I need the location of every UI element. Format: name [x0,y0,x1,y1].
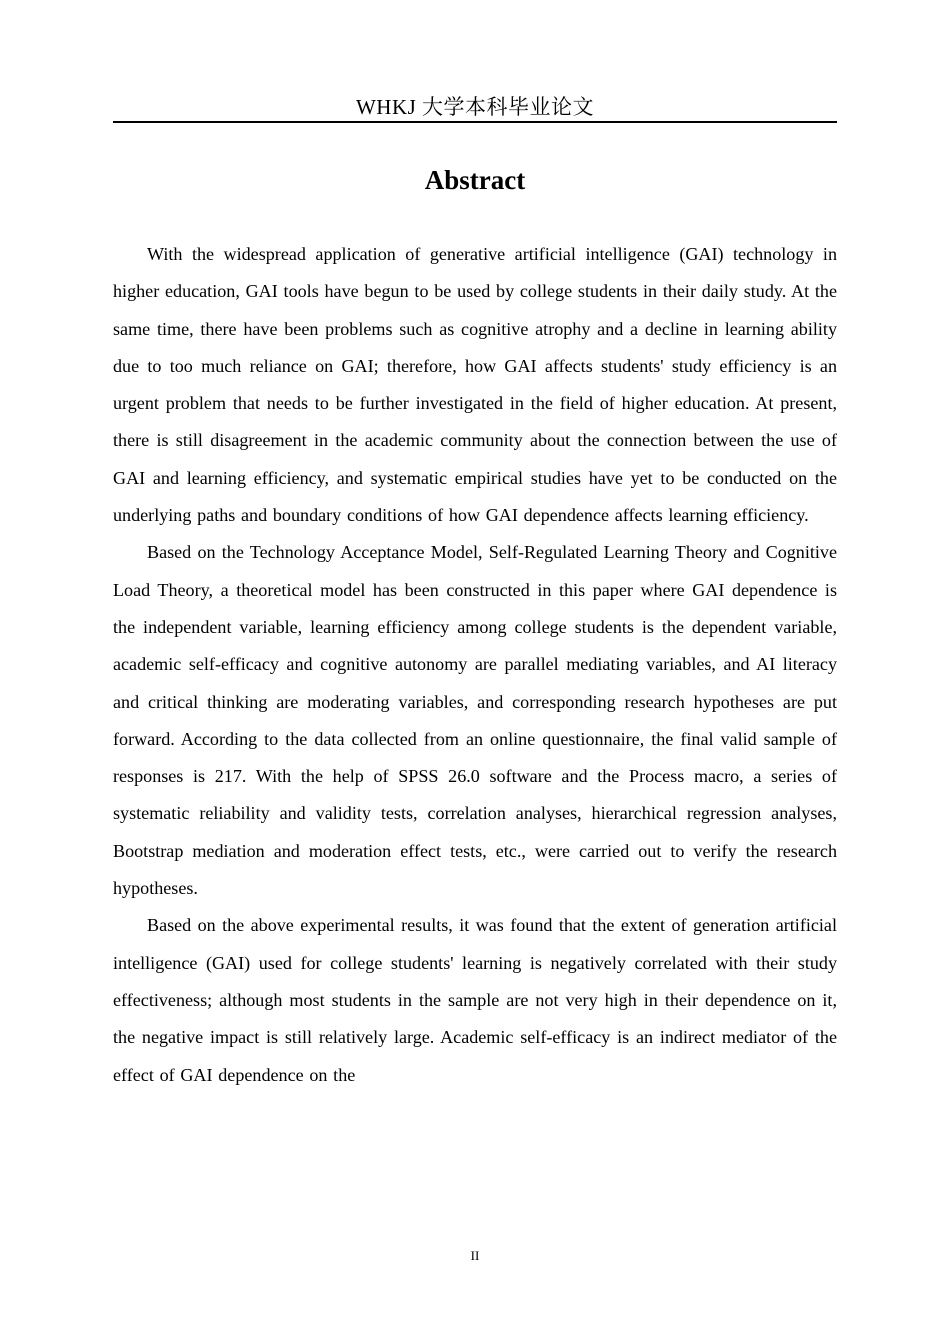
abstract-paragraph-1: With the widespread application of generative artificial intelligence (GAI) technology in higher education, GAI tools have begun to be used by college students in their daily study. At the same time, there have been problems such as cognitive atrophy and a decline in learning ability due to too much reliance on GAI; therefore, how GAI affects students' study efficiency is an urgent problem that needs to be further investigated in the field of higher education. At present, there is still disagreement in the academic community about the connection between the use of GAI and learning efficiency, and systematic empirical studies have yet to be conducted on the underlying paths and boundary conditions of how GAI dependence affects learning efficiency. [113,244,837,526]
header-rule [113,121,837,123]
running-header: WHKJ 大学本科毕业论文 [355,95,595,119]
page-number: II [470,1248,480,1263]
abstract-paragraph-3: Based on the above experimental results, it was found that the extent of generation artificial intelligence (GAI) used for college students' learning is negatively correlated with their study effectiveness; although most students in the sample are not very high in their dependence on it, the negative impact is still relatively large. Academic self-efficacy is an indirect mediator of the effect of GAI dependence on the [113,915,837,1085]
abstract-body [113,236,837,1094]
section-title: Abstract [424,165,526,195]
abstract-paragraph-2: Based on the Technology Acceptance Model, Self-Regulated Learning Theory and Cognitive Load Theory, a theoretical model has been constructed in this paper where GAI dependence is the independent variable, learning efficiency among college students is the dependent variable, academic self-efficacy and cognitive autonomy are parallel mediating variables, and AI literacy and critical thinking are moderating variables, and corresponding research hypotheses are put forward. According to the data collected from an online questionnaire, the final valid sample of responses is 217. With the help of SPSS 26.0 software and the Process macro, a series of systematic reliability and validity tests, correlation analyses, hierarchical regression analyses, Bootstrap mediation and moderation effect tests, etc., were carried out to verify the research hypotheses. [113,542,837,899]
